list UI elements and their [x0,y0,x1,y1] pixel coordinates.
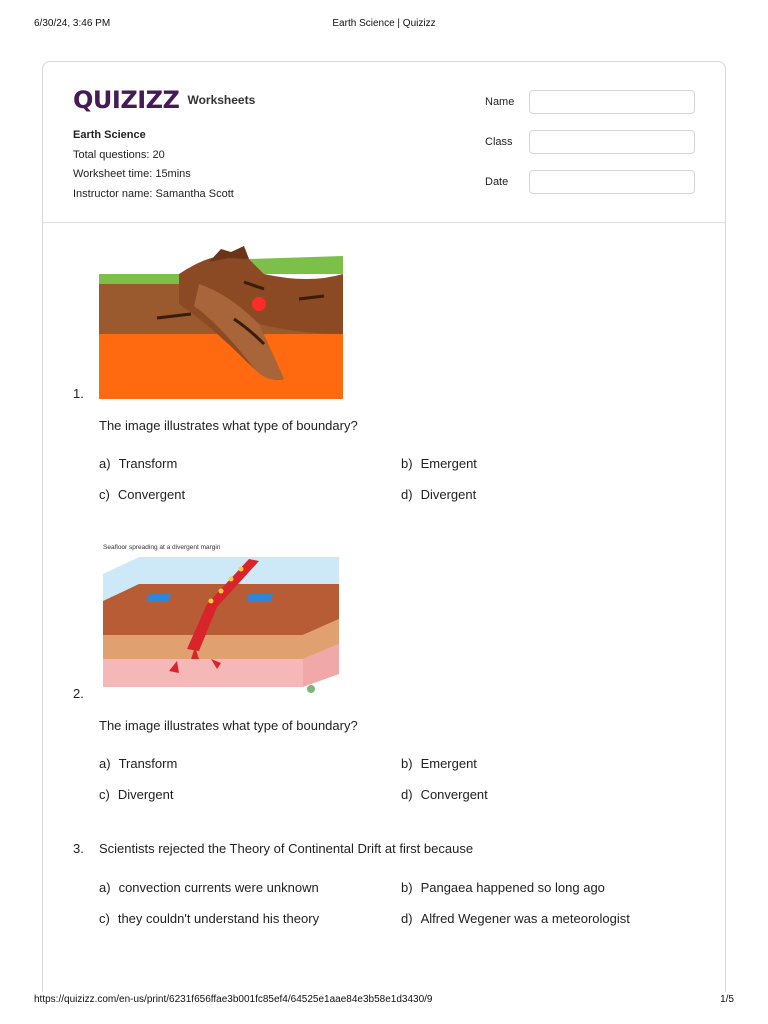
question-text: Scientists rejected the Theory of Continental Drift at first because [99,841,474,856]
worksheet-time: Worksheet time: 15mins [73,168,191,180]
student-fields [485,90,695,210]
worksheet-meta [73,126,234,204]
option-d[interactable]: d) Convergent [401,787,488,802]
date-label: Date [485,176,509,188]
print-url: https://quizizz.com/en-us/print/6231f656ffae3b001fc85ef4/64525e1aae84e3b58e1d3430/9 [34,994,433,1005]
option-c[interactable]: c) Divergent [99,787,174,802]
print-datetime: 6/30/24, 3:46 PM [34,18,111,29]
question-number: 2. [73,686,84,701]
option-b[interactable]: b) Emergent [401,756,477,771]
option-a[interactable]: a) convection currents were unknown [99,880,319,895]
quizizz-logo: QUIZIZZ [73,86,180,114]
figure-caption: Seafloor spreading at a divergent margin [103,544,221,551]
instructor-name: Instructor name: Samantha Scott [73,187,234,200]
option-b[interactable]: b) Emergent [401,456,477,471]
option-a[interactable]: a) Transform [99,456,178,471]
date-field-row [485,170,695,194]
option-c[interactable]: c) Convergent [99,487,186,502]
print-footer [34,994,734,1008]
question-text: The image illustrates what type of boundary? [99,718,358,733]
class-field-row [485,130,695,154]
subject-title: Earth Science [73,129,146,141]
brand [73,86,255,114]
class-field[interactable] [529,130,695,154]
question-text: The image illustrates what type of boundary? [99,418,358,433]
option-c[interactable]: c) they couldn't understand his theory [99,911,320,926]
print-page-title: Earth Science | Quizizz [332,18,436,29]
print-header [34,18,734,32]
worksheets-label: Worksheets [187,93,256,107]
total-questions: Total questions: 20 [73,148,165,161]
figure-convergent-boundary [99,244,343,399]
question-number: 3. [73,841,84,856]
class-label: Class [485,136,513,148]
option-d[interactable]: d) Alfred Wegener was a meteorologist [401,911,630,926]
question-number: 1. [73,386,84,401]
option-b[interactable]: b) Pangaea happened so long ago [401,880,605,895]
date-field[interactable] [529,170,695,194]
worksheet-header [43,62,725,223]
figure-divergent-margin [99,539,343,699]
option-a[interactable]: a) Transform [99,756,178,771]
name-field-row [485,90,695,114]
name-label: Name [485,96,515,108]
option-d[interactable]: d) Divergent [401,487,477,502]
page-number: 1/5 [720,994,734,1005]
worksheet [42,61,726,992]
name-field[interactable] [529,90,695,114]
